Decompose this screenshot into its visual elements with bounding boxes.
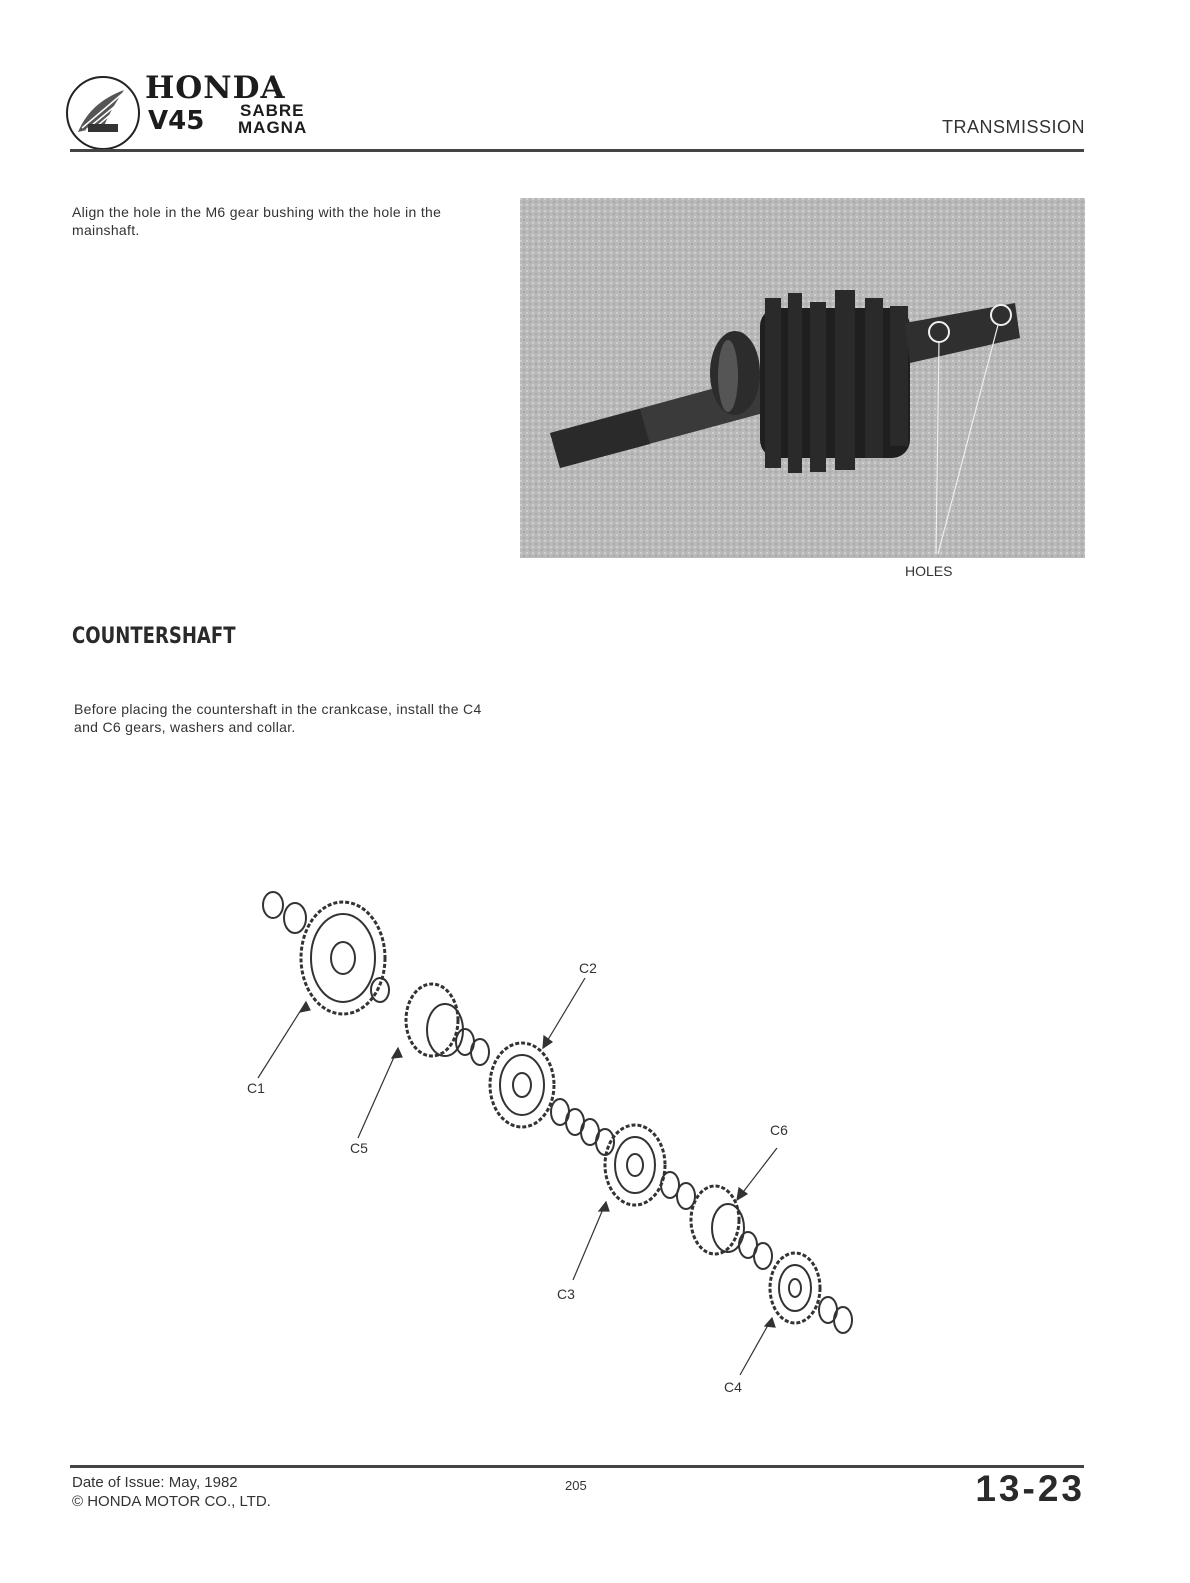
gear-c5 xyxy=(406,984,458,1056)
label-c1: C1 xyxy=(247,1080,265,1096)
page-number: 205 xyxy=(565,1478,587,1493)
honda-wing-logo-icon xyxy=(64,74,142,152)
copyright: © HONDA MOTOR CO., LTD. xyxy=(72,1493,271,1510)
model-line-1: SABRE xyxy=(240,101,305,120)
issue-date: Date of Issue: May, 1982 xyxy=(72,1474,238,1491)
label-c3: C3 xyxy=(557,1286,575,1302)
holes-callout: HOLES xyxy=(905,563,953,579)
countershaft-heading: COUNTERSHAFT xyxy=(72,624,236,649)
header-rule xyxy=(70,149,1084,152)
page-code: 13-23 xyxy=(975,1468,1085,1509)
intro-text: Align the hole in the M6 gear bushing with the hole in the mainshaft. xyxy=(72,204,442,238)
countershaft-exploded-diagram xyxy=(240,880,880,1400)
mainshaft-photo xyxy=(520,198,1085,558)
countershaft-text: Before placing the countershaft in the crankcase, install the C4 and C6 gears, washers and collar. xyxy=(74,701,482,735)
footer-rule xyxy=(70,1465,1084,1468)
label-c6: C6 xyxy=(770,1122,788,1138)
section-title: TRANSMISSION xyxy=(941,117,1085,137)
gear-c4 xyxy=(770,1253,820,1323)
label-c4: C4 xyxy=(724,1379,742,1395)
model-line-2: MAGNA xyxy=(238,118,308,137)
label-c5: C5 xyxy=(350,1140,368,1156)
model-name: V45 xyxy=(148,106,205,136)
label-c2: C2 xyxy=(579,960,597,976)
brand-name: HONDA xyxy=(145,70,286,106)
